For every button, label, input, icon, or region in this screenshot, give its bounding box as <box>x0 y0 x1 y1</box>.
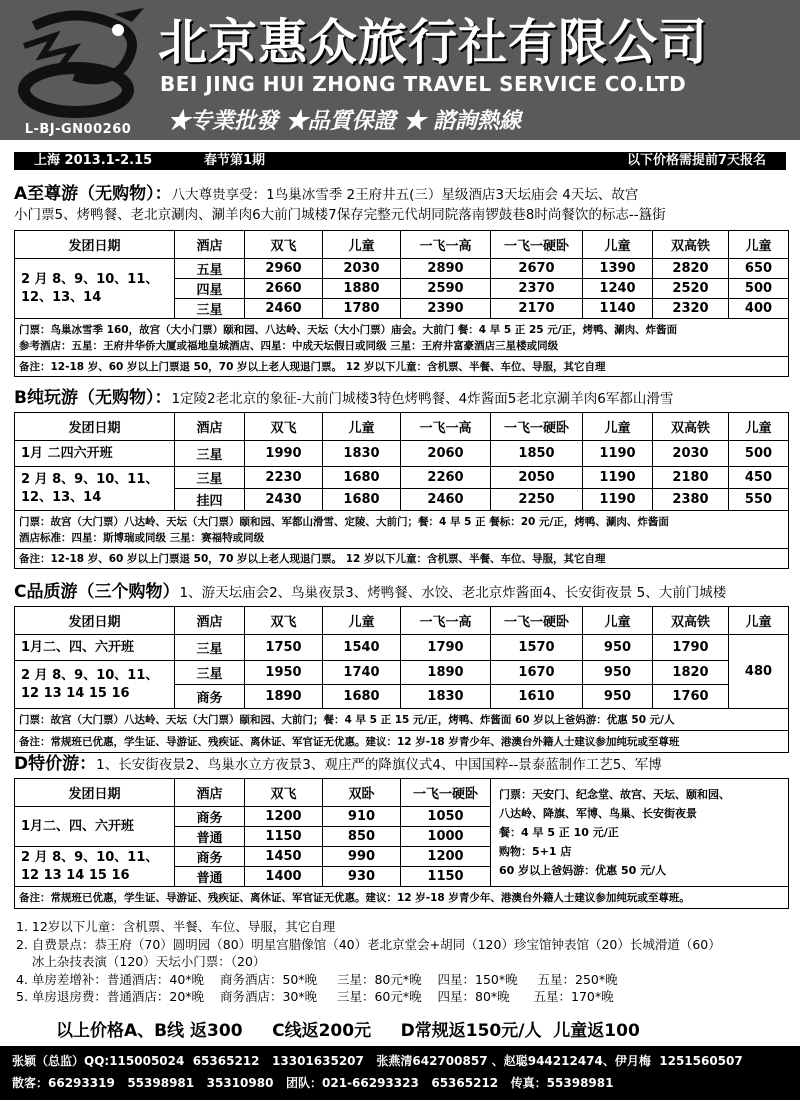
col-header: 一飞一高 <box>401 413 491 441</box>
price-cell: 1150 <box>245 827 323 847</box>
col-header: 一飞一硬卧 <box>401 779 491 807</box>
table-row <box>15 441 789 467</box>
price-cell: 1610 <box>491 685 583 709</box>
price-cell: 1190 <box>583 467 653 489</box>
price-cell: 1680 <box>323 685 401 709</box>
price-cell: 1680 <box>323 489 401 511</box>
remarks-note: 备注：常规班已优惠，学生证、导游证、残疾证、离休证、军官证无优惠。建议：12 岁-18 岁青少年、港澳台外籍人士建议参加纯玩或至尊班。 <box>15 887 789 909</box>
col-header: 儿童 <box>583 413 653 441</box>
price-cell: 1680 <box>323 467 401 489</box>
departure-dates: 1月二、四、六开班 <box>15 635 175 661</box>
info-line: 餐：4 早 5 正 10 元/正 <box>499 826 619 839</box>
booking-notice: 以下价格需提前7天报名 <box>626 153 766 168</box>
price-cell: 2030 <box>323 259 401 279</box>
price-cell: 2030 <box>653 441 729 467</box>
section-b-desc-1: 1定陵2老北京的象征-大前门城楼3特色烤鸭餐、4炸酱面5老北京涮羊肉6军都山滑雪 <box>171 391 674 407</box>
price-cell: 2180 <box>653 467 729 489</box>
hotel-cell: 挂四 <box>175 489 245 511</box>
price-cell: 2390 <box>401 299 491 319</box>
remarks-row <box>15 731 789 753</box>
departure-dates: 2 月 8、9、10、11、12 13 14 15 16 <box>15 661 175 709</box>
header-banner <box>0 0 800 140</box>
section-a-header <box>14 184 789 226</box>
price-cell: 2170 <box>491 299 583 319</box>
price-cell: 1540 <box>323 635 401 661</box>
hotel-cell: 商务 <box>175 685 245 709</box>
col-header: 儿童 <box>323 607 401 635</box>
footnote: 4. 单房差增补：普通酒店：40*晚 商务酒店：50*晚 三星：80元*晚 四星：150*晚 五星：250*晚 <box>16 971 618 987</box>
section-a-desc-1: 八大尊贵享受：1鸟巢冰雪季 2王府井五(三）星级酒店3天坛庙会 4天坛、故宫 <box>171 187 639 203</box>
col-header: 儿童 <box>583 607 653 635</box>
col-header: 儿童 <box>729 607 789 635</box>
col-header: 一飞一高 <box>401 607 491 635</box>
price-cell: 400 <box>729 299 789 319</box>
price-cell: 1890 <box>245 685 323 709</box>
price-cell: 2060 <box>401 441 491 467</box>
col-header: 双高铁 <box>653 413 729 441</box>
price-cell: 650 <box>729 259 789 279</box>
section-c-header <box>14 582 789 603</box>
remarks-row <box>15 887 789 909</box>
section-c-table <box>14 606 789 753</box>
price-cell: 1990 <box>245 441 323 467</box>
price-cell: 500 <box>729 441 789 467</box>
section-a-title: A至尊游（无购物）： <box>14 184 172 204</box>
table-header-row <box>15 779 789 807</box>
license-code: L-BJ-GN00260 <box>24 122 132 137</box>
hotel-cell: 普通 <box>175 827 245 847</box>
price-cell: 2890 <box>401 259 491 279</box>
hotel-cell: 商务 <box>175 847 245 867</box>
remarks-row <box>15 549 789 569</box>
footnote: 1. 12岁以下儿童：含机票、半餐、车位、导服，其它自理 <box>16 919 336 934</box>
remarks-note: 备注：12-18 岁、60 岁以上门票退 50，70 岁以上老人现退门票。 12 岁以下儿童：含机票、半餐、车位、导服，其它自理 <box>15 357 789 377</box>
hotel-cell: 三星 <box>175 467 245 489</box>
section-d-desc-1: 1、长安街夜景2、鸟巢水立方夜景3、观庄严的降旗仪式4、中国国粹--景泰蓝制作工艺5、军博 <box>96 757 662 773</box>
col-header: 酒店 <box>175 607 245 635</box>
price-cell: 1790 <box>653 635 729 661</box>
footnotes <box>16 918 791 1006</box>
col-header: 发团日期 <box>15 607 175 635</box>
hotel-cell: 普通 <box>175 867 245 887</box>
price-cell: 1400 <box>245 867 323 887</box>
notes-row <box>15 511 789 549</box>
info-line: 门票：天安门、纪念堂、故宫、天坛、颐和园、 <box>499 788 730 801</box>
section-d-info <box>491 779 789 887</box>
tickets-note: 门票：鸟巢冰雪季 160，故宫（大小门票）颐和园、八达岭、天坛（大小门票）庙会。大前门 餐：4 早 5 正 25 元/正，烤鸭、涮肉、炸酱面 <box>19 323 678 336</box>
hotel-cell: 四星 <box>175 279 245 299</box>
hotel-cell: 五星 <box>175 259 245 279</box>
contacts-bar <box>0 1046 800 1100</box>
col-header: 酒店 <box>175 779 245 807</box>
price-cell: 1850 <box>491 441 583 467</box>
price-cell: 2670 <box>491 259 583 279</box>
remarks-note: 备注：常规班已优惠，学生证、导游证、残疾证、离休证、军官证无优惠。建议：12 岁-18 岁青少年、港澳台外籍人士建议参加纯玩或至尊班 <box>15 731 789 753</box>
section-c-desc-1: 1、游天坛庙会2、鸟巢夜景3、烤鸭餐、水饺、老北京炸酱面4、长安街夜景 5、大前门城楼 <box>179 585 727 601</box>
price-cell: 930 <box>323 867 401 887</box>
section-b-title: B纯玩游（无购物）： <box>14 388 172 408</box>
col-header: 双飞 <box>245 231 323 259</box>
departure-dates: 1月 二四六开班 <box>15 441 175 467</box>
col-header: 儿童 <box>323 413 401 441</box>
col-header: 酒店 <box>175 413 245 441</box>
company-name-cn: 北京惠众旅行社有限公司 <box>158 14 709 71</box>
hotel-cell: 三星 <box>175 635 245 661</box>
price-cell: 1830 <box>401 685 491 709</box>
price-cell: 2250 <box>491 489 583 511</box>
price-cell: 1390 <box>583 259 653 279</box>
col-header: 一飞一硬卧 <box>491 413 583 441</box>
price-cell: 1740 <box>323 661 401 685</box>
col-header: 双卧 <box>323 779 401 807</box>
col-header: 儿童 <box>729 413 789 441</box>
info-bar <box>14 152 786 170</box>
info-line: 60 岁以上爸妈游：优惠 50 元/人 <box>499 864 667 877</box>
price-cell: 2660 <box>245 279 323 299</box>
col-header: 发团日期 <box>15 779 175 807</box>
hotel-cell: 三星 <box>175 299 245 319</box>
footnote: 5. 单房退房费：普通酒店：20*晚 商务酒店：30*晚 三星：60元*晚 四星：80*晚 五星：170*晚 <box>16 989 614 1004</box>
child-price-cell: 480 <box>729 635 789 709</box>
price-cell: 2520 <box>653 279 729 299</box>
departure-dates: 2 月 8、9、10、11、12、13、14 <box>15 259 175 319</box>
section-b-table <box>14 412 789 569</box>
col-header: 儿童 <box>583 231 653 259</box>
footnote: 冰上杂技表演（120）天坛小门票：（20） <box>16 954 266 969</box>
price-cell: 1190 <box>583 489 653 511</box>
table-row <box>15 259 789 279</box>
col-header: 发团日期 <box>15 413 175 441</box>
table-row <box>15 661 789 685</box>
departure-dates: 2 月 8、9、10、11、12、13、14 <box>15 467 175 511</box>
section-b-header <box>14 388 789 409</box>
price-cell: 450 <box>729 467 789 489</box>
price-cell: 1750 <box>245 635 323 661</box>
tickets-note: 门票：故宫（大门票）八达岭、天坛（大门票）颐和园、军都山滑雪、定陵、大前门；餐：4 早 5 正 餐标：20 元/正，烤鸭、涮肉、炸酱面 <box>19 515 669 528</box>
col-header: 一飞一高 <box>401 231 491 259</box>
price-cell: 1890 <box>401 661 491 685</box>
departure-dates: 2 月 8、9、10、11、12 13 14 15 16 <box>15 847 175 887</box>
price-cell: 1150 <box>401 867 491 887</box>
section-d-header <box>14 754 789 775</box>
price-cell: 2230 <box>245 467 323 489</box>
notes-row <box>15 319 789 357</box>
price-cell: 1200 <box>401 847 491 867</box>
price-cell: 2960 <box>245 259 323 279</box>
section-c-title: C品质游（三个购物） <box>14 582 180 602</box>
remarks-note: 备注：12-18 岁、60 岁以上门票退 50，70 岁以上老人现退门票。 12 岁以下儿童：含机票、半餐、车位、导服，其它自理 <box>15 549 789 569</box>
price-cell: 1760 <box>653 685 729 709</box>
period: 上海 2013.1-2.15 <box>34 153 153 168</box>
issue: 春节第1期 <box>204 153 266 168</box>
rebate-line: 以上价格A、B线 返300 C线返200元 D常规返150元/人 儿童返100 <box>56 1021 640 1041</box>
price-cell: 550 <box>729 489 789 511</box>
col-header: 双飞 <box>245 413 323 441</box>
hotel-cell: 商务 <box>175 807 245 827</box>
price-cell: 2050 <box>491 467 583 489</box>
price-cell: 1050 <box>401 807 491 827</box>
price-cell: 2370 <box>491 279 583 299</box>
price-cell: 1140 <box>583 299 653 319</box>
price-cell: 1820 <box>653 661 729 685</box>
price-cell: 1780 <box>323 299 401 319</box>
price-cell: 990 <box>323 847 401 867</box>
price-cell: 850 <box>323 827 401 847</box>
price-cell: 2320 <box>653 299 729 319</box>
price-cell: 2260 <box>401 467 491 489</box>
col-header: 双飞 <box>245 607 323 635</box>
price-cell: 950 <box>583 685 653 709</box>
contact-line: 散客：66293319 55398981 35310980 团队：021-66293323 65365212 传真：55398981 <box>12 1076 614 1090</box>
price-cell: 1190 <box>583 441 653 467</box>
footnote: 2. 自费景点：恭王府（70）圆明园（80）明星宫腊像馆（40）老北京堂会+胡同（120）珍宝馆钟表馆（20）长城滑道（60） <box>16 936 721 952</box>
hotel-cell: 三星 <box>175 661 245 685</box>
departure-dates: 1月二、四、六开班 <box>15 807 175 847</box>
section-a-table <box>14 230 789 377</box>
hotel-cell: 三星 <box>175 441 245 467</box>
section-d-table <box>14 778 789 909</box>
slogan: ★专業批發 ★品質保證 ★ 諮詢熱線 <box>168 108 521 134</box>
price-cell: 2380 <box>653 489 729 511</box>
table-header-row <box>15 413 789 441</box>
table-header-row <box>15 231 789 259</box>
price-cell: 1950 <box>245 661 323 685</box>
table-header-row <box>15 607 789 635</box>
price-cell: 2820 <box>653 259 729 279</box>
col-header: 儿童 <box>323 231 401 259</box>
price-cell: 500 <box>729 279 789 299</box>
price-cell: 1000 <box>401 827 491 847</box>
info-line: 八达岭、降旗、军博、鸟巢、长安街夜景 <box>499 807 697 820</box>
price-cell: 1670 <box>491 661 583 685</box>
remarks-row <box>15 357 789 377</box>
dragon-logo-icon <box>14 6 154 120</box>
col-header: 一飞一硬卧 <box>491 607 583 635</box>
price-cell: 1790 <box>401 635 491 661</box>
price-cell: 2460 <box>401 489 491 511</box>
price-cell: 1830 <box>323 441 401 467</box>
price-cell: 2430 <box>245 489 323 511</box>
price-cell: 1240 <box>583 279 653 299</box>
price-cell: 950 <box>583 635 653 661</box>
col-header: 一飞一硬卧 <box>491 231 583 259</box>
table-row <box>15 467 789 489</box>
hotel-note: 参考酒店：五星：王府井华侨大厦或福地皇城酒店、四星：中成天坛假日或同级 三星：王府井富豪酒店三星楼或同级 <box>19 339 559 352</box>
table-row <box>15 635 789 661</box>
price-cell: 1570 <box>491 635 583 661</box>
notes-row <box>15 709 789 731</box>
price-cell: 1450 <box>245 847 323 867</box>
col-header: 儿童 <box>729 231 789 259</box>
company-name-en: BEI JING HUI ZHONG TRAVEL SERVICE CO.LTD <box>160 72 687 96</box>
col-header: 双飞 <box>245 779 323 807</box>
contact-line: 张颖（总监）QQ:115005024 65365212 13301635207 张燕清642700857 、赵聪944212474、伊月梅 1251560507 <box>12 1054 743 1068</box>
price-cell: 1880 <box>323 279 401 299</box>
price-cell: 2460 <box>245 299 323 319</box>
col-header: 双高铁 <box>653 231 729 259</box>
section-a-desc-2: 小门票5、烤鸭餐、老北京涮肉、涮羊肉6大前门城楼7保存完整元代胡同院落南锣鼓巷8时尚餐饮的标志--簋街 <box>14 207 666 223</box>
col-header: 酒店 <box>175 231 245 259</box>
price-cell: 950 <box>583 661 653 685</box>
section-d-title: D特价游： <box>14 754 97 774</box>
price-cell: 1200 <box>245 807 323 827</box>
col-header: 发团日期 <box>15 231 175 259</box>
col-header: 双高铁 <box>653 607 729 635</box>
price-cell: 910 <box>323 807 401 827</box>
hotel-note: 酒店标准：四星：斯博瑞或同级 三星：赛福特或同级 <box>19 531 265 544</box>
tickets-note: 门票：故宫（大门票）八达岭、天坛（大门票）颐和园、大前门；餐：4 早 5 正 15 元/正，烤鸭、炸酱面 60 岁以上爸妈游：优惠 50 元/人 <box>15 709 789 731</box>
price-cell: 2590 <box>401 279 491 299</box>
info-line: 购物：5+1 店 <box>499 845 572 858</box>
